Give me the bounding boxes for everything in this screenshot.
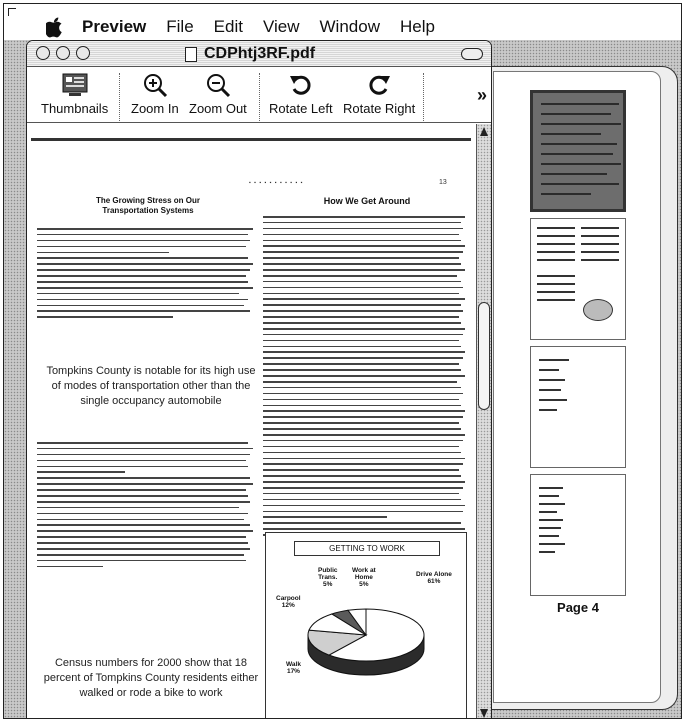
toolbar xyxy=(27,67,491,123)
thumbnails-button[interactable] xyxy=(41,71,108,116)
thumbnail-page-2[interactable] xyxy=(494,218,661,359)
title-bar[interactable] xyxy=(27,41,491,67)
right-body-text xyxy=(263,216,469,540)
corner-mark xyxy=(8,8,16,16)
toolbar-overflow-icon[interactable]: » xyxy=(476,85,487,105)
preview-window xyxy=(26,40,492,719)
menu-help[interactable]: Help xyxy=(399,17,435,36)
apple-menu-icon[interactable] xyxy=(44,16,66,38)
thumbnail-drawer xyxy=(488,66,678,710)
zoom-out-icon xyxy=(204,71,232,99)
getting-to-work-chart xyxy=(265,532,467,719)
rotate-right-icon xyxy=(365,71,393,99)
pull-quote-2: Census numbers for 2000 show that 18 percent of Tompkins County residents either walked or rode a bike to work xyxy=(43,657,259,699)
toolbar-toggle-button[interactable] xyxy=(461,48,483,60)
thumbnails-icon xyxy=(61,71,89,99)
label-public-transit: Public Trans. 5% xyxy=(318,567,338,588)
thumbnail-page-3[interactable] xyxy=(494,346,661,487)
zoom-button[interactable] xyxy=(76,46,90,60)
document-icon xyxy=(185,47,197,62)
zoom-out-button[interactable] xyxy=(189,71,247,116)
window-title-text: CDPhtj3RF.pdf xyxy=(204,45,316,62)
label-walk: Walk 17% xyxy=(286,661,301,675)
scroll-down-icon[interactable] xyxy=(479,707,489,719)
menu-bar xyxy=(8,12,678,42)
thumbnail-page-1[interactable] xyxy=(494,90,661,231)
toolbar-separator xyxy=(259,73,260,121)
thumbnail-image xyxy=(530,474,626,596)
close-button[interactable] xyxy=(36,46,50,60)
scroll-up-icon[interactable] xyxy=(479,126,489,138)
zoom-in-button[interactable] xyxy=(131,71,179,116)
pull-quote-1: Tompkins County is notable for its high use of modes of transportation other than the single occupancy automobile xyxy=(46,365,256,407)
left-heading: The Growing Stress on Our Transportation Systems xyxy=(95,196,200,215)
zoom-out-label: Zoom Out xyxy=(189,101,247,116)
thumbnail-label: Page 4 xyxy=(557,600,599,615)
left-body-text-1 xyxy=(37,228,257,322)
thumbnail-image xyxy=(530,90,626,212)
menu-preview[interactable]: Preview xyxy=(82,17,147,36)
pie-chart xyxy=(266,533,466,719)
zoom-in-label: Zoom In xyxy=(131,101,179,116)
window-title xyxy=(185,44,315,64)
scrollbar-thumb[interactable] xyxy=(478,302,490,410)
rotate-left-icon xyxy=(287,71,315,99)
rotate-left-label: Rotate Left xyxy=(269,101,333,116)
menu-edit[interactable]: Edit xyxy=(213,17,243,36)
toolbar-separator xyxy=(423,73,424,121)
chart-title: GETTING TO WORK xyxy=(294,541,440,556)
vertical-scrollbar[interactable] xyxy=(476,124,491,719)
page-top-rule xyxy=(31,138,471,141)
page-number: 13 xyxy=(439,179,447,186)
rotate-right-label: Rotate Right xyxy=(343,101,416,116)
rotate-right-button[interactable] xyxy=(343,71,415,116)
thumbnail-list xyxy=(493,71,661,703)
right-heading: How We Get Around xyxy=(323,196,411,206)
menu-view[interactable]: View xyxy=(262,17,300,36)
thumbnail-image xyxy=(530,346,626,468)
minimize-button[interactable] xyxy=(56,46,70,60)
left-body-text-2 xyxy=(37,442,257,572)
screenshot-frame xyxy=(3,3,682,719)
toolbar-separator xyxy=(119,73,120,121)
menu-window[interactable]: Window xyxy=(319,17,380,36)
running-header: ▪ ▪ ▪ ▪ ▪ ▪ ▪ ▪ ▪ ▪ ▪ xyxy=(249,180,304,186)
thumbnails-label: Thumbnails xyxy=(41,101,109,116)
thumbnail-image xyxy=(530,218,626,340)
label-carpool: Carpool 12% xyxy=(276,595,301,609)
menu-file[interactable]: File xyxy=(166,17,194,36)
rotate-left-button[interactable] xyxy=(269,71,333,116)
label-drive-alone: Drive Alone 61% xyxy=(416,571,452,585)
label-work-at-home: Work at Home 5% xyxy=(352,567,376,588)
thumbnail-page-4[interactable] xyxy=(494,474,661,615)
document-view[interactable] xyxy=(27,124,476,719)
zoom-in-icon xyxy=(141,71,169,99)
